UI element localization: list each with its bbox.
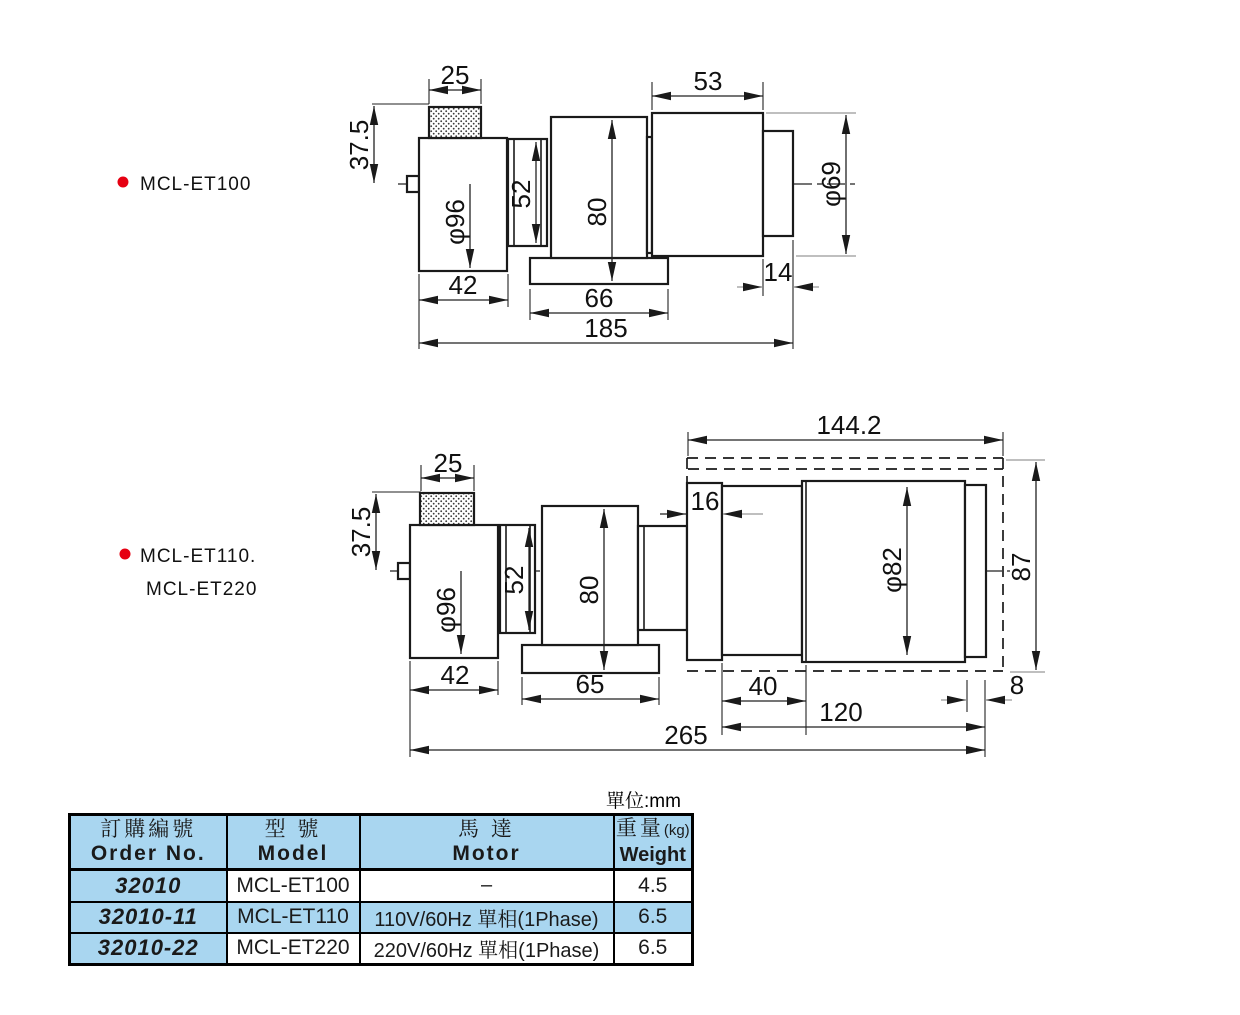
header-weight <box>614 815 693 870</box>
svg-text:14: 14 <box>763 257 793 287</box>
dim-25 <box>421 448 474 491</box>
svg-text:25: 25 <box>433 448 463 478</box>
svg-text:37.5: 37.5 <box>344 119 374 171</box>
knob-hatched-block <box>420 493 474 525</box>
header-weight-en: Weight <box>619 844 686 866</box>
svg-text:φ96: φ96 <box>440 199 470 245</box>
spec-table <box>68 813 694 966</box>
header-row <box>70 815 693 870</box>
svg-text:37.5: 37.5 <box>346 506 376 558</box>
dim-144-2 <box>688 410 1003 456</box>
cell-order-no: 32010-11 <box>70 902 227 933</box>
dim-8 <box>941 670 1024 712</box>
svg-text:80: 80 <box>574 575 604 605</box>
dim-87 <box>1006 460 1045 672</box>
cell-weight: 4.5 <box>614 870 693 902</box>
svg-text:φ69: φ69 <box>816 161 846 207</box>
header-motor-cn: 馬 達 <box>458 818 515 841</box>
header-weight-cn: 重量 <box>615 817 664 840</box>
dim-37-5 <box>344 104 429 183</box>
svg-text:8: 8 <box>1009 670 1025 700</box>
svg-text:φ82: φ82 <box>877 547 907 593</box>
dim-65 <box>522 669 659 705</box>
svg-text:16: 16 <box>690 486 720 516</box>
dim-25 <box>429 60 481 104</box>
svg-text:65: 65 <box>575 669 605 699</box>
svg-text:120: 120 <box>819 697 863 727</box>
svg-text:52: 52 <box>499 565 529 595</box>
svg-text:40: 40 <box>748 671 778 701</box>
svg-text:87: 87 <box>1006 552 1036 582</box>
drawing2-label-line1: MCL-ET110. <box>140 546 257 567</box>
table-row <box>70 933 693 965</box>
header-motor-en: Motor <box>452 842 521 865</box>
header-order-cn: 訂購編號 <box>100 818 197 841</box>
table-row <box>70 870 693 902</box>
dim-265 <box>410 720 985 750</box>
knob-hatched-block <box>429 107 481 138</box>
header-model-en: Model <box>257 842 329 865</box>
cell-model: MCL-ET100 <box>227 870 360 902</box>
dim-185 <box>419 313 793 343</box>
table-row <box>70 902 693 933</box>
header-model <box>227 815 360 870</box>
drawing-mcl-et100 <box>118 60 859 349</box>
svg-text:66: 66 <box>584 283 614 313</box>
cell-motor: 110V/60Hz 單相(1Phase) <box>360 902 614 933</box>
header-motor <box>360 815 614 870</box>
cell-model: MCL-ET220 <box>227 933 360 965</box>
svg-text:185: 185 <box>584 313 628 343</box>
header-weight-unit: (kg) <box>663 822 690 839</box>
header-order-no <box>70 815 227 870</box>
drawing1-label: MCL-ET100 <box>140 174 252 195</box>
cell-order-no: 32010 <box>70 870 227 902</box>
svg-text:φ96: φ96 <box>431 587 461 633</box>
dim-40 <box>722 663 806 735</box>
dim-42 <box>419 270 508 349</box>
svg-text:42: 42 <box>440 660 470 690</box>
svg-text:144.2: 144.2 <box>816 410 882 440</box>
svg-text:53: 53 <box>693 66 723 96</box>
svg-text:42: 42 <box>448 270 478 300</box>
svg-text:80: 80 <box>582 197 612 227</box>
cell-motor: 220V/60Hz 單相(1Phase) <box>360 933 614 965</box>
dim-42 <box>410 660 498 757</box>
svg-text:265: 265 <box>664 720 708 750</box>
cell-order-no: 32010-22 <box>70 933 227 965</box>
cell-weight: 6.5 <box>614 933 693 965</box>
unit-note: 單位:mm <box>606 791 681 812</box>
drawing-mcl-et110-220 <box>120 410 1046 757</box>
header-order-en: Order No. <box>90 842 206 865</box>
red-bullet-icon <box>118 177 129 188</box>
drawing2-label-line2: MCL-ET220 <box>146 579 258 600</box>
red-bullet-icon <box>120 549 131 560</box>
cell-weight: 6.5 <box>614 902 693 933</box>
cell-model: MCL-ET110 <box>227 902 360 933</box>
svg-text:52: 52 <box>506 179 536 209</box>
dim-53 <box>652 66 763 110</box>
svg-text:25: 25 <box>440 60 470 90</box>
cell-motor: – <box>360 870 614 902</box>
drawing1-body-shapes <box>407 107 793 284</box>
header-model-cn: 型 號 <box>264 818 322 841</box>
